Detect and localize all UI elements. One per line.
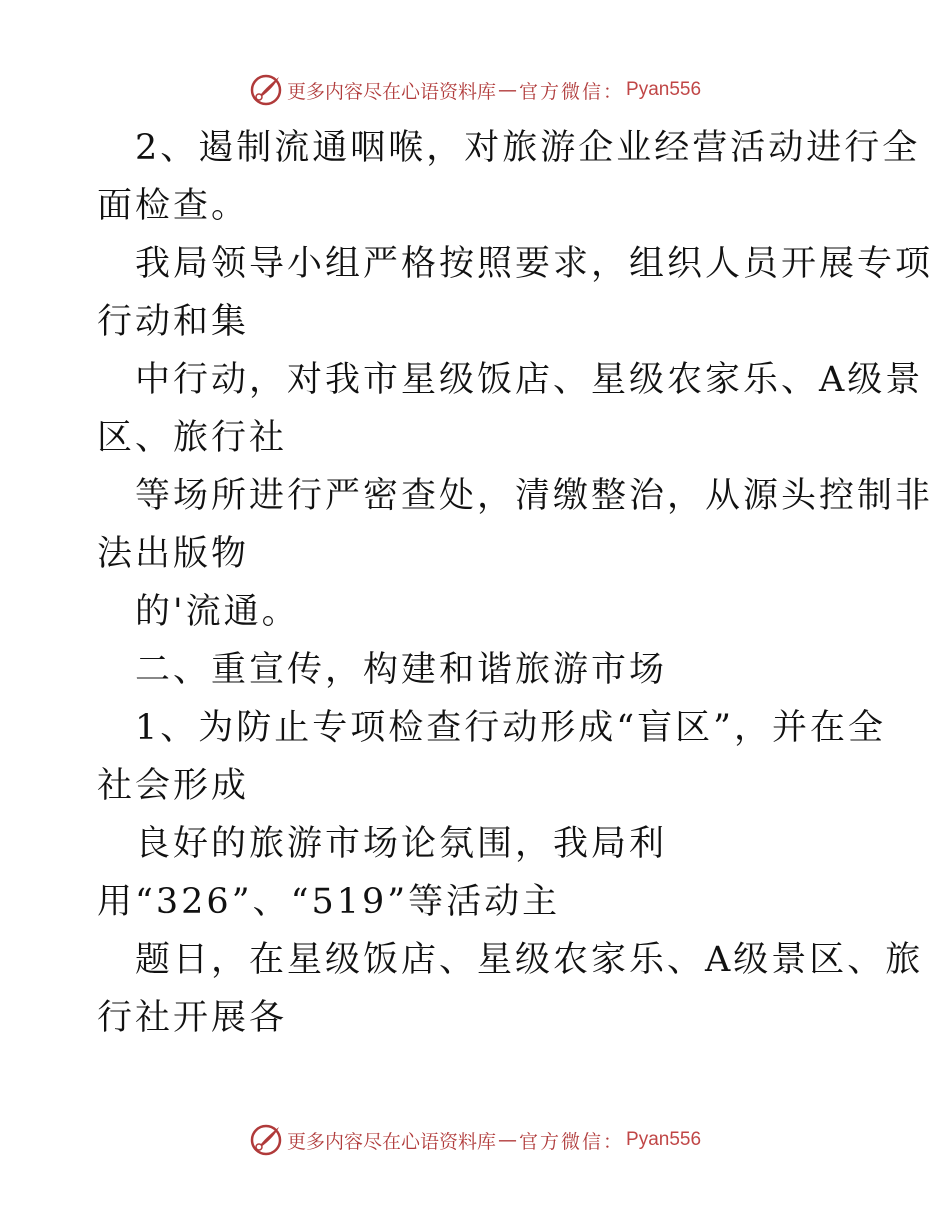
- text-line: 行动和集: [97, 302, 250, 342]
- banner-official-label: 官方微信: [518, 1130, 603, 1153]
- banner-dash: —: [497, 1129, 517, 1151]
- text-line: 用“326”、“519”等活动主: [97, 882, 561, 922]
- text-line: 的'流通。: [135, 592, 300, 632]
- text-line: 面检查。: [97, 186, 250, 226]
- banner-wechat-id: Pyan556: [626, 1129, 702, 1150]
- text-line: 良好的旅游市场论氛围，我局利: [135, 824, 668, 864]
- quill-pen-icon: [249, 73, 283, 107]
- banner-brand-text: 更多内容尽在心语资料库: [286, 80, 496, 103]
- banner-colon: ：: [603, 80, 623, 103]
- text-line: 社会形成: [97, 766, 250, 806]
- banner-dash: —: [497, 79, 517, 101]
- text-line: 2、遏制流通咽喉，对旅游企业经营活动进行全: [135, 128, 921, 168]
- banner-colon: ：: [603, 1130, 623, 1153]
- header-banner: [0, 70, 950, 110]
- quill-pen-icon: [249, 1123, 283, 1157]
- text-line: 我局领导小组严格按照要求，组织人员开展专项: [135, 244, 934, 284]
- footer-banner: [0, 1120, 950, 1160]
- text-line: 行社开展各: [97, 998, 288, 1038]
- text-line: 等场所进行严密查处，清缴整治，从源头控制非: [135, 476, 934, 516]
- text-line: 法出版物: [97, 534, 250, 574]
- banner-wechat-id: Pyan556: [626, 79, 702, 100]
- banner-brand-text: 更多内容尽在心语资料库: [286, 1130, 496, 1153]
- text-line: 题日，在星级饭店、星级农家乐、A级景区、旅: [135, 940, 924, 980]
- text-line: 中行动，对我市星级饭店、星级农家乐、A级景: [135, 360, 924, 400]
- text-line: 1、为防止专项检查行动形成“盲区”，并在全: [135, 708, 887, 748]
- section-heading: 二、重宣传，构建和谐旅游市场: [135, 650, 668, 690]
- banner-official-label: 官方微信: [518, 80, 603, 103]
- text-line: 区、旅行社: [97, 418, 288, 458]
